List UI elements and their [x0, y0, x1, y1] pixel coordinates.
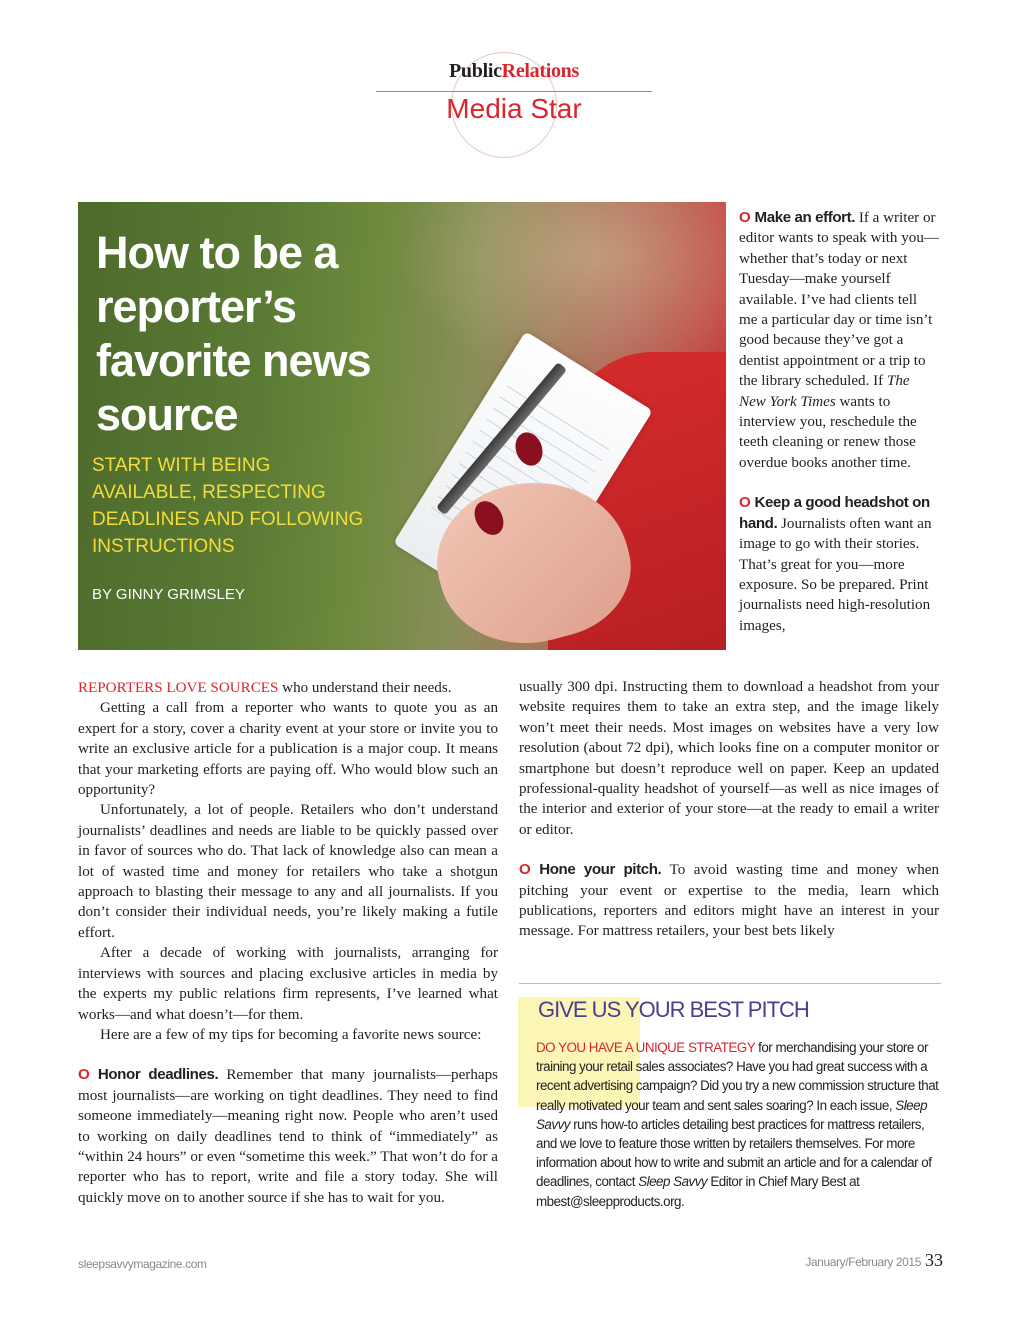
header-rule: [376, 91, 652, 92]
magazine-name: Sleep Savvy: [638, 1174, 708, 1190]
article-deck-line: START WITH BEING: [92, 455, 271, 476]
tip-lead: Hone your pitch.: [539, 861, 662, 879]
tip-lead: Keep a good headshot on hand.: [739, 494, 930, 532]
tip-bullet-icon: O: [739, 209, 751, 226]
intro-text: who understand their needs.: [278, 680, 452, 696]
tip-text: To avoid wasting time and money when pitching your event or expertise to the media, learn which publications, reporters and editors might have an interest in your message. For mattress retailers, your best bets likely: [519, 862, 939, 940]
tip-bullet-icon: O: [78, 1066, 90, 1084]
sidebar-body: [536, 1038, 940, 1211]
sidebar-text: runs how-to articles detailing best practices for mattress retailers, and we love to feature those written by retailers themselves. For more information about how to write and submit an article and for a calendar of deadlines, contact: [536, 1116, 932, 1190]
body-paragraph: Getting a call from a reporter who wants to quote you as an expert for a story, cover a charity event at your store or invite you to write an exclusive article for a publication is a major coup. It means that your marketing efforts are paying off. Who would blow such an opportunity?: [78, 700, 498, 799]
tip-text: Remember that many journalists—perhaps most journalists—are working on tight deadlines. They need to find someone immediately—meaning right now. People who aren’t used to working on daily deadlines tend to think of “immediately” as “within 24 hours” or even “sometime this week.” That won’t do for a reporter who has to report, write and file a story today. She will quickly move on to another source if she has to wait for you.: [78, 1067, 498, 1206]
left-column: [78, 678, 498, 1208]
body-paragraph: After a decade of working with journalists, arranging for interviews with sources and placing exclusive articles in media by the experts my public relations firm represents, I’ve learned what works—and what doesn’t—for them.: [78, 945, 498, 1023]
article-deck-line: DEADLINES AND FOLLOWING: [92, 509, 364, 530]
footer-issue-date: January/February 2015: [805, 1255, 921, 1269]
page-number: 33: [925, 1250, 943, 1270]
article-deck-line: AVAILABLE, RESPECTING: [92, 482, 326, 503]
section-label-public: Public: [449, 60, 502, 82]
body-paragraph: Unfortunately, a lot of people. Retailers who don’t understand journalists’ deadlines and needs are liable to be quickly passed over in favor of sources who do. That lack of knowledge also can mean a lot of wasted time and money for retailers who take a shotgun approach to blasting their message to any and all journalists. If you don’t consider their individual needs, you’re likely making a futile effort.: [78, 802, 498, 941]
article-deck: [92, 452, 422, 560]
tip-make-an-effort: [739, 208, 939, 473]
tip-text: wants to interview you, reschedule the teeth cleaning or renew those overdue books another time.: [739, 393, 917, 471]
sidebar-rule: [519, 983, 941, 984]
sidebar-text: Editor in Chief Mary Best at mbest@sleepproducts.org.: [536, 1174, 860, 1209]
magazine-name: Sleep Savvy: [536, 1097, 928, 1132]
publication-name: The New York Times: [739, 373, 910, 410]
tip-bullet-icon: O: [739, 494, 751, 512]
tip-headshot-continued: usually 300 dpi. Instructing them to download a headshot from your website requires them to take an extra step, and the image likely won’t meet their needs. Most images on websites have a very low resolution (about 72 dpi), which looks fine on a computer monitor or smartphone but doesn’t reproduce well on paper. Keep an updated professional-quality headshot of yourself—as well as nice images of the interior and exterior of your store—at the ready to email a writer or editor.: [519, 679, 939, 838]
tip-hone-pitch: [519, 860, 939, 942]
tip-lead: Honor deadlines.: [97, 1066, 219, 1084]
tip-headshot: [739, 493, 939, 636]
section-label: [376, 60, 652, 83]
article-headline: How to be a reporter’s favorite news source: [96, 227, 371, 440]
section-label-relations: Relations: [501, 60, 579, 82]
body-paragraph: Here are a few of my tips for becoming a favorite news source:: [100, 1026, 482, 1043]
sidebar-title: GIVE US YOUR BEST PITCH: [538, 997, 809, 1022]
right-column-bottom: [519, 677, 939, 942]
sidebar-text: for merchandising your store or training your retail sales associates? Have you had great success with a recent advertising campaign? Did you try a new commission structure that really motivated your team and sent sales soaring? In each issue,: [536, 1040, 939, 1113]
footer-website: sleepsavvymagazine.com: [78, 1257, 207, 1271]
tip-lead: Make an effort.: [754, 209, 856, 226]
right-column-top: [739, 208, 939, 636]
tip-text: Journalists often want an image to go with their stories. That’s great for you—more exposure. So be prepared. Print journalists need high-resolution images,: [739, 515, 932, 634]
sidebar-lead-in: DO YOU HAVE A UNIQUE STRATEGY: [536, 1040, 755, 1055]
tip-text: If a writer or editor wants to speak with you—whether that’s today or next Tuesday—make yourself available. I’ve had clients tell me a particular day or time isn’t good because they’ve got a dentist appointment or a trip to the library scheduled. If: [739, 210, 939, 390]
tip-bullet-icon: O: [519, 861, 531, 879]
intro-paragraph: [78, 678, 498, 698]
article-byline: BY GINNY GRIMSLEY: [92, 586, 245, 603]
tip-honor-deadlines: [78, 1065, 498, 1208]
intro-lead-in: REPORTERS LOVE SOURCES: [78, 680, 279, 696]
column-name: Media Star: [446, 93, 582, 124]
footer-issue: [740, 1250, 943, 1271]
article-deck-line: INSTRUCTIONS: [92, 536, 235, 557]
